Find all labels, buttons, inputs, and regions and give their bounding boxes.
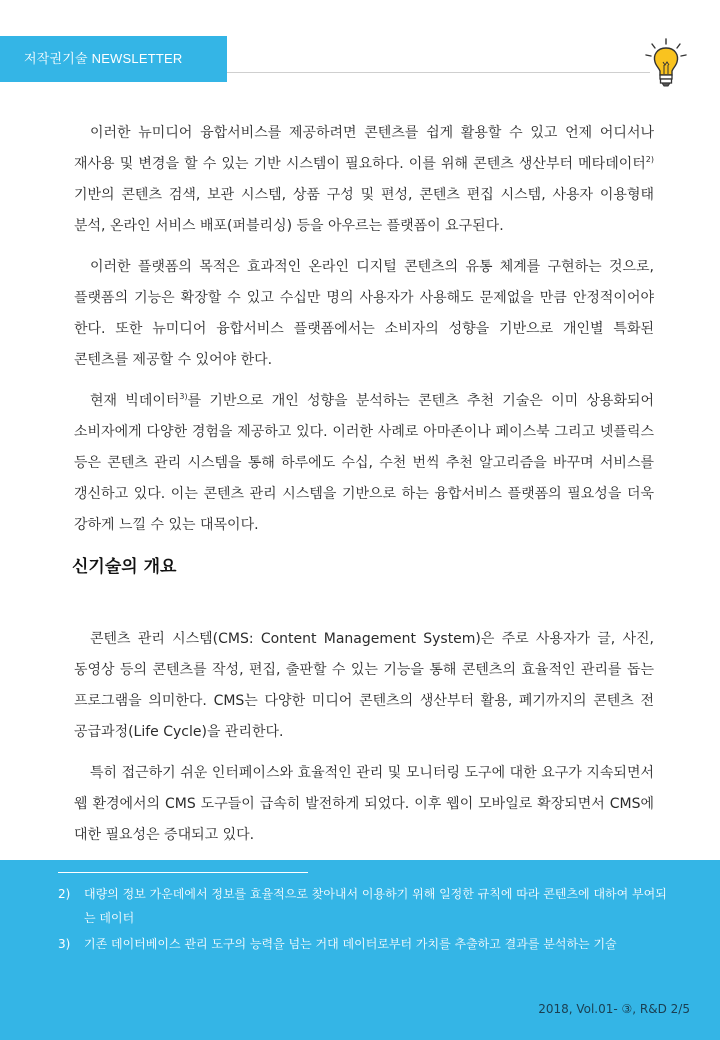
footnote-ref-2: 2)	[645, 155, 654, 164]
footnote-text: 대량의 정보 가운데에서 정보를 효율적으로 찾아내서 이용하기 위해 일정한 규칙에 따라 콘텐츠에 대하여 부여되는 데이터	[84, 887, 667, 925]
section-body	[74, 624, 654, 861]
intro-paragraph-3: 현재 빅데이터$^{3)}$를 기반으로 개인 성향을 분석하는 콘텐츠 추천 기술은 이미 상용화되어 소비자에게 다양한 경험을 제공하고 있다. 이러한 사례로 아마존이나 페이스북 그리고 넷플릭스 등은 콘텐츠 관리 시스템을 통해 하루에도 수십, 수천 번씩 추천 알고리즘을 바꾸며 서비스를 갱신하고 있다. 이는 콘텐츠 관리 시스템을 기반으로 하는 융합서비스 플랫폼의 필요성을 더욱 강하게 느낄 수 있는 대목이다.	[74, 392, 654, 533]
footnote-text: 기존 데이터베이스 관리 도구의 능력을 넘는 거대 데이터로부터 가치를 추출하고 결과를 분석하는 기술	[84, 937, 617, 951]
intro-body	[74, 118, 654, 551]
header-band	[0, 36, 227, 82]
section-heading: 신기술의 개요	[72, 557, 177, 577]
newsletter-title: 저작권기술 NEWSLETTER	[24, 51, 183, 66]
footnote-divider	[58, 872, 308, 873]
header-divider	[227, 72, 650, 73]
page-info: 2018, Vol.01- ③, R&D 2/5	[538, 1002, 690, 1016]
footer-band	[0, 860, 720, 1040]
footnote-2	[58, 882, 668, 930]
footnote-number: 3)	[58, 937, 71, 951]
footnote-ref-3: 3)	[179, 392, 188, 401]
intro-paragraph-2: 이러한 플랫폼의 목적은 효과적인 온라인 디지털 콘텐츠의 유통 체계를 구현하는 것으로, 플랫폼의 기능은 확장할 수 있고 수십만 명의 사용자가 사용해도 문제없을 만큼 안정적이어야 한다. 또한 뉴미디어 융합서비스 플랫폼에서는 소비자의 성향을 기반으로 개인별 특화된 콘텐츠를 제공할 수 있어야 한다.	[74, 259, 654, 368]
section-paragraph-1: 콘텐츠 관리 시스템(CMS: Content Management System)은 주로 사용자가 글, 사진, 동영상 등의 콘텐츠를 작성, 편집, 출판할 수 있는 기능을 통해 콘텐츠의 효율적인 관리를 돕는 프로그램을 의미한다. CMS는 다양한 미디어 콘텐츠의 생산부터 활용, 폐기까지의 콘텐츠 전 공급과정(Life Cycle)을 관리한다.	[74, 631, 654, 740]
footnote-3	[58, 932, 668, 956]
footnote-number: 2)	[58, 887, 71, 901]
lightbulb-icon	[644, 38, 688, 88]
section-paragraph-2: 특히 접근하기 쉬운 인터페이스와 효율적인 관리 및 모니터링 도구에 대한 요구가 지속되면서 웹 환경에서의 CMS 도구들이 급속히 발전하게 되었다. 이후 웹이 모바일로 확장되면서 CMS에 대한 필요성은 증대되고 있다.	[74, 765, 654, 843]
intro-paragraph-1: 이러한 뉴미디어 융합서비스를 제공하려면 콘텐츠를 쉽게 활용할 수 있고 언제 어디서나 재사용 및 변경을 할 수 있는 기반 시스템이 필요하다. 이를 위해 콘텐츠 생산부터 메타데이터$^{2)}$ 기반의 콘텐츠 검색, 보관 시스템, 상품 구성 및 편성, 콘텐츠 편집 시스템, 사용자 이용형태 분석, 온라인 서비스 배포(퍼블리싱) 등을 아우르는 플랫폼이 요구된다.	[74, 125, 654, 234]
